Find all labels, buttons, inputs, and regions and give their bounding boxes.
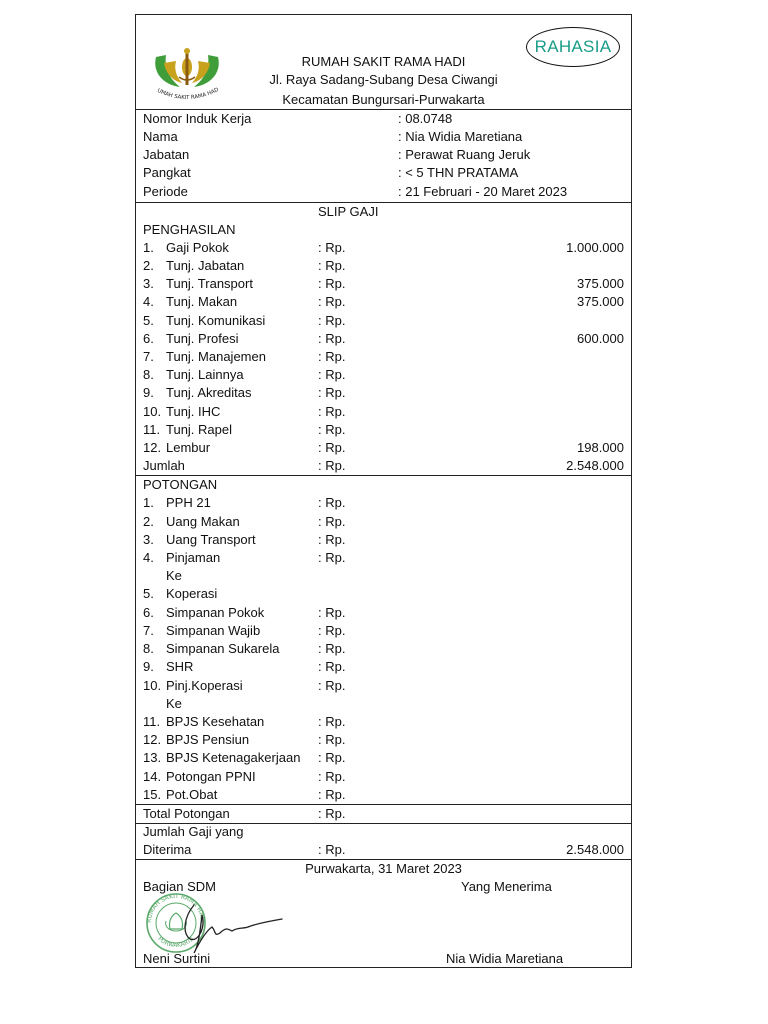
currency-label: : Rp. [318, 294, 346, 309]
currency-label: : Rp. [318, 367, 346, 382]
deduction-item [136, 494, 631, 512]
item-number: 12. [143, 440, 162, 455]
item-name: Tunj. Manajemen [166, 349, 266, 364]
item-amount: 600.000 [577, 331, 624, 346]
income-total-label: Jumlah [143, 458, 185, 473]
item-number: 15. [143, 787, 162, 802]
item-number: 4. [143, 294, 154, 309]
deduction-item [136, 786, 631, 804]
deduction-item [136, 658, 631, 676]
currency-label: : Rp. [318, 641, 346, 656]
stamp-text: RUMAH SAKIT RAMA HADI [145, 892, 207, 924]
item-name: Tunj. IHC [166, 404, 221, 419]
item-name: Simpanan Wajib [166, 623, 261, 638]
currency-label: : Rp. [318, 258, 346, 273]
item-name: Ke [166, 696, 182, 711]
item-number: 5. [143, 586, 154, 601]
currency-label: : Rp. [318, 440, 346, 455]
currency-label: : Rp. [318, 678, 346, 693]
hospital-address-line1: Jl. Raya Sadang-Subang Desa Ciwangi [269, 72, 498, 87]
item-number: 12. [143, 732, 162, 747]
currency-label: : Rp. [318, 714, 346, 729]
income-item [136, 421, 631, 439]
income-item [136, 312, 631, 330]
deduction-item [136, 749, 631, 767]
net-label-row [136, 823, 631, 841]
deduction-item [136, 604, 631, 622]
item-name: Uang Makan [166, 514, 240, 529]
info-label: Pangkat [143, 165, 191, 180]
currency-label: : Rp. [318, 240, 346, 255]
item-amount: 1.000.000 [566, 240, 624, 255]
item-name: Tunj. Profesi [166, 331, 239, 346]
logo-text: UMAH SAKIT RAMA HAD [156, 86, 220, 102]
right-signatory-name: Nia Widia Maretiana [446, 951, 564, 966]
deduction-item [136, 531, 631, 549]
item-number: 9. [143, 659, 154, 674]
stamp-text-bottom: PURWAKARTA [156, 935, 196, 950]
currency-label: : Rp. [318, 276, 346, 291]
item-name: Ke [166, 568, 182, 583]
place-date: Purwakarta, 31 Maret 2023 [305, 861, 462, 876]
item-name: Simpanan Sukarela [166, 641, 280, 656]
currency-label: : Rp. [318, 732, 346, 747]
item-number: 7. [143, 349, 154, 364]
item-name: Tunj. Jabatan [166, 258, 245, 273]
left-signatory-title: Bagian SDM [143, 879, 216, 894]
item-name: BPJS Ketenagakerjaan [166, 750, 301, 765]
item-name: Simpanan Pokok [166, 605, 265, 620]
item-number: 2. [143, 514, 154, 529]
currency-label: : Rp. [318, 349, 346, 364]
salary-slip [135, 14, 632, 968]
item-name: BPJS Pensiun [166, 732, 250, 747]
info-row [136, 164, 631, 182]
item-number: 10. [143, 678, 162, 693]
deduction-item [136, 567, 631, 585]
currency-label: : Rp. [318, 514, 346, 529]
income-title-row [136, 221, 631, 239]
slip-title-row [136, 203, 631, 221]
place-date-row [136, 860, 631, 878]
currency-label: : Rp. [318, 532, 346, 547]
currency-label: : Rp. [318, 458, 346, 473]
deductions-total-row [136, 805, 631, 823]
item-name: Tunj. Rapel [166, 422, 232, 437]
currency-label: : Rp. [318, 623, 346, 638]
item-name: Pinjaman [166, 550, 221, 565]
currency-label: : Rp. [318, 787, 346, 802]
item-number: 10. [143, 404, 162, 419]
deduction-item [136, 622, 631, 640]
left-signatory-name: Neni Surtini [143, 951, 211, 966]
item-name: Potongan PPNI [166, 769, 256, 784]
income-item [136, 384, 631, 402]
item-number: 5. [143, 313, 154, 328]
info-value: : Nia Widia Maretiana [398, 129, 523, 144]
deduction-item [136, 768, 631, 786]
income-item [136, 257, 631, 275]
item-number: 3. [143, 532, 154, 547]
confidential-stamp [526, 27, 620, 67]
item-name: Koperasi [166, 586, 218, 601]
currency-label: : Rp. [318, 659, 346, 674]
item-name: BPJS Kesehatan [166, 714, 265, 729]
currency-label: : Rp. [318, 806, 346, 821]
item-number: 4. [143, 550, 154, 565]
info-label: Nama [143, 129, 178, 144]
currency-label: : Rp. [318, 404, 346, 419]
income-item [136, 348, 631, 366]
info-value: : < 5 THN PRATAMA [398, 165, 519, 180]
info-row [136, 146, 631, 164]
currency-label: : Rp. [318, 550, 346, 565]
item-number: 7. [143, 623, 154, 638]
deduction-item [136, 713, 631, 731]
income-item [136, 239, 631, 257]
income-item [136, 293, 631, 311]
deduction-item [136, 731, 631, 749]
item-name: Uang Transport [166, 532, 256, 547]
item-name: Pinj.Koperasi [166, 678, 243, 693]
currency-label: : Rp. [318, 385, 346, 400]
item-number: 3. [143, 276, 154, 291]
currency-label: : Rp. [318, 422, 346, 437]
info-row [136, 128, 631, 146]
info-label: Jabatan [143, 147, 190, 162]
currency-label: : Rp. [318, 331, 346, 346]
income-item [136, 439, 631, 457]
item-name: Tunj. Akreditas [166, 385, 252, 400]
item-number: 14. [143, 769, 162, 784]
currency-label: : Rp. [318, 313, 346, 328]
net-amount: 2.548.000 [566, 842, 624, 857]
deduction-item [136, 549, 631, 567]
income-total-row [136, 457, 631, 475]
deduction-item [136, 513, 631, 531]
item-number: 1. [143, 240, 154, 255]
income-item [136, 403, 631, 421]
item-name: PPH 21 [166, 495, 211, 510]
signature-names-row [136, 950, 631, 968]
item-name: SHR [166, 659, 194, 674]
right-signatory-title: Yang Menerima [461, 879, 552, 894]
deductions-title: POTONGAN [143, 477, 218, 492]
currency-label: : Rp. [318, 769, 346, 784]
item-amount: 375.000 [577, 276, 624, 291]
item-number: 11. [143, 714, 161, 729]
info-value: : 08.0748 [398, 111, 453, 126]
signature [176, 897, 286, 957]
currency-label: : Rp. [318, 495, 346, 510]
deductions-title-row [136, 476, 631, 494]
info-value: : Perawat Ruang Jeruk [398, 147, 531, 162]
item-number: 1. [143, 495, 154, 510]
item-number: 6. [143, 605, 154, 620]
item-name: Tunj. Makan [166, 294, 238, 309]
income-item [136, 366, 631, 384]
info-value: : 21 Februari - 20 Maret 2023 [398, 184, 568, 199]
deductions-total-label: Total Potongan [143, 806, 230, 821]
slip-title: SLIP GAJI [318, 204, 379, 219]
hospital-address-line2: Kecamatan Bungursari-Purwakarta [282, 92, 485, 107]
deduction-item [136, 640, 631, 658]
info-label: Periode [143, 184, 188, 199]
item-name: Gaji Pokok [166, 240, 229, 255]
deduction-item [136, 585, 631, 603]
item-name: Tunj. Komunikasi [166, 313, 266, 328]
item-name: Tunj. Lainnya [166, 367, 244, 382]
item-amount: 198.000 [577, 440, 624, 455]
item-name: Lembur [166, 440, 211, 455]
income-item [136, 275, 631, 293]
item-amount: 375.000 [577, 294, 624, 309]
item-number: 6. [143, 331, 154, 346]
item-name: Pot.Obat [166, 787, 218, 802]
confidential-label: RAHASIA [534, 37, 612, 56]
net-label-line2: Diterima [143, 842, 192, 857]
currency-label: : Rp. [318, 605, 346, 620]
deduction-item [136, 695, 631, 713]
item-number: 2. [143, 258, 154, 273]
item-name: Tunj. Transport [166, 276, 253, 291]
item-number: 11. [143, 422, 161, 437]
income-total-amount: 2.548.000 [566, 458, 624, 473]
item-number: 8. [143, 641, 154, 656]
currency-label: : Rp. [318, 750, 346, 765]
currency-label: : Rp. [318, 842, 346, 857]
info-row [136, 183, 631, 201]
item-number: 8. [143, 367, 154, 382]
net-pay-row [136, 841, 631, 859]
info-row [136, 110, 631, 128]
income-item [136, 330, 631, 348]
deduction-item [136, 677, 631, 695]
hospital-name: RUMAH SAKIT RAMA HADI [301, 54, 466, 69]
item-number: 13. [143, 750, 162, 765]
item-number: 9. [143, 385, 154, 400]
net-label-line1: Jumlah Gaji yang [143, 824, 244, 839]
info-label: Nomor Induk Kerja [143, 111, 252, 126]
income-title: PENGHASILAN [143, 222, 236, 237]
